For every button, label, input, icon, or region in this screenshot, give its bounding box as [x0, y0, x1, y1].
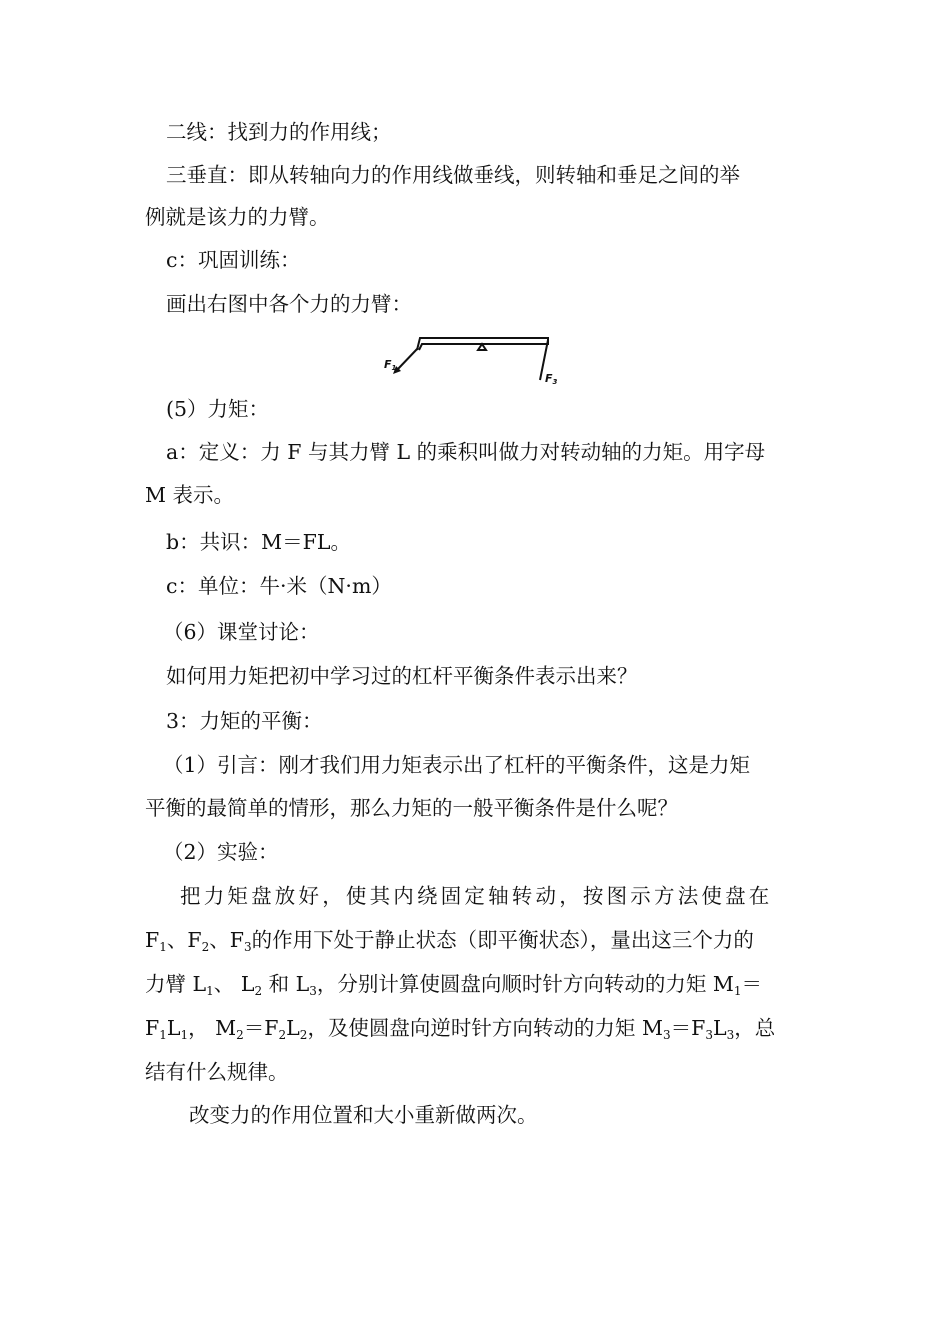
text-line: 力臂 $L_1$、 $L_2$ 和 $L_3$，分别计算使圆盘向顺时针方向转动的力矩 $M_1=$: [145, 972, 763, 998]
text-line: (5）力矩：: [166, 397, 270, 421]
text-line: a：定义：力 F 与其力臂 L 的乘积叫做力对转动轴的力矩。用字母: [166, 440, 766, 464]
text-line: c：单位：牛·米（N·m）: [166, 574, 392, 598]
text-line: 平衡的最简单的情形，那么力矩的一般平衡条件是什么呢？: [145, 796, 678, 820]
label-f1: F1: [384, 358, 397, 372]
text-line: $F_1L_1$， $M_2=F_2L_2$，及使圆盘向逆时针方向转动的力矩 $M_3=F_3L_3$，总: [145, 1016, 776, 1042]
lever-diagram: [380, 330, 570, 390]
text-line: 3：力矩的平衡：: [166, 709, 323, 733]
text-line: 改变力的作用位置和大小重新做两次。: [189, 1103, 538, 1127]
text-line: 画出右图中各个力的力臂：: [166, 292, 412, 316]
lever-figure: [380, 330, 570, 390]
text-line: b：共识：M＝FL。: [166, 530, 351, 554]
text-line: 把力矩盘放好，使其内绕固定轴转动，按图示方法使盘在: [180, 884, 773, 908]
force-f1-line: [397, 348, 418, 370]
text-line: 例就是该力的力臂。: [145, 205, 330, 229]
text-line: 二线：找到力的作用线；: [166, 120, 392, 144]
text-line: c：巩固训练：: [166, 248, 301, 272]
text-line: $F_1$、$F_2$、$F_3$的作用下处于静止状态（即平衡状态），量出这三个力的: [145, 928, 754, 954]
text-line: （2）实验：: [163, 840, 279, 864]
text-line: 如何用力矩把初中学习过的杠杆平衡条件表示出来？: [166, 664, 638, 688]
text-line: 三垂直：即从转轴向力的作用线做垂线，则转轴和垂足之间的举: [166, 163, 740, 187]
text-line: 结有什么规律。: [145, 1060, 289, 1084]
text-line: （6）课堂讨论：: [163, 620, 320, 644]
text-line: （1）引言：刚才我们用力矩表示出了杠杆的平衡条件，这是力矩: [163, 753, 751, 777]
text-line: M 表示。: [145, 483, 235, 507]
label-f3: F3: [545, 372, 558, 386]
